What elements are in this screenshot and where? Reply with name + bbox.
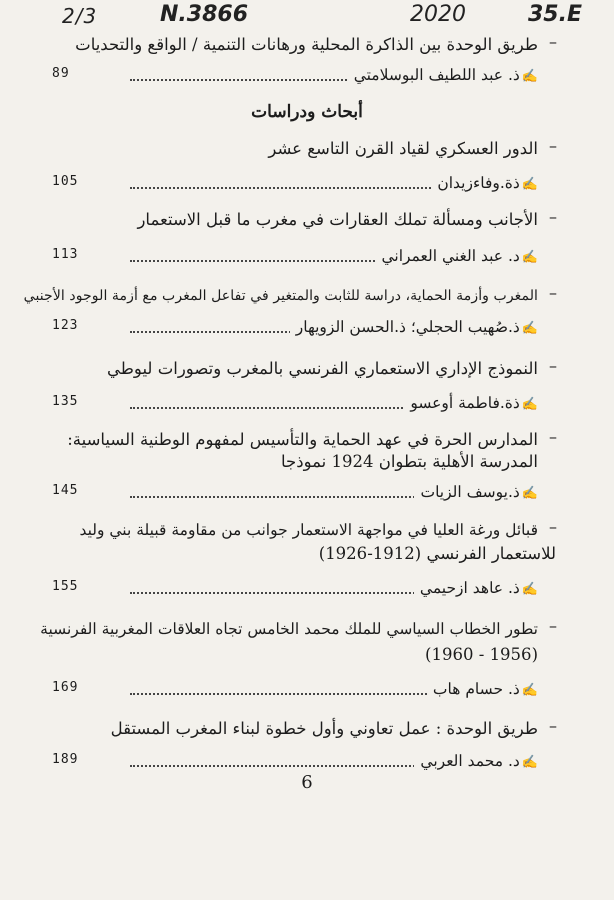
entry-title: الدور العسكري لقياد القرن التاسع عشر [268,139,538,158]
list-dash: – [549,716,557,735]
writing-hand-icon: ✍ [521,683,538,698]
author-row [52,64,538,88]
writing-hand-icon: ✍ [521,177,538,192]
entry-title: الأجانب ومسألة تملك العقارات في مغرب ما قبل الاستعمار [137,210,538,229]
section-heading: أبحاث ودراسات [251,102,363,122]
entry-title-continued: المدرسة الأهلية بتطوان 1924 نموذجا [281,452,538,471]
list-dash: – [549,616,557,635]
author-row [52,577,538,601]
entry-page-number: 123 [52,318,79,333]
entry-author: ✍ذ.صُهيب الحجلي؛ ذ.الحسن الزويهار [290,316,538,340]
entry-page-number: 135 [52,394,79,409]
writing-hand-icon: ✍ [521,250,538,265]
author-row [52,316,538,340]
entry-page-number: 169 [52,680,79,695]
entry-author: ✍ذ.يوسف الزيات [414,481,538,505]
entry-author: ✍ذ. عاهد ازحيمي [414,577,538,601]
entry-page-number: 89 [52,66,70,81]
list-dash: – [549,32,557,51]
page-number: 6 [301,772,313,793]
entry-author: ✍ذ. حسام هاب [427,678,538,702]
entry-title: المغرب وأزمة الحماية، دراسة للثابت والمتغير في تفاعل المغرب مع أزمة الوجود الأجنبي [23,288,538,304]
entry-title-continued: للاستعمار الفرنسي (1912-1926) [318,544,556,563]
entry-author: ✍ذة.فاطمة أوعسو [404,392,538,416]
entry-title: قبائل ورغة العليا في مواجهة الاستعمار جوانب من مقاومة قبيلة بني وليد [79,521,538,539]
list-dash: – [549,427,557,446]
handwritten-note-right: 35.E [528,2,583,27]
handwritten-note-left: 2/3 [62,4,98,28]
list-dash: – [549,283,557,302]
list-dash: – [549,136,557,155]
author-row [52,392,538,416]
list-dash: – [549,356,557,375]
writing-hand-icon: ✍ [521,69,538,84]
handwritten-call-number: N.3866 [160,2,248,27]
entry-title: طريق الوحدة : عمل تعاوني وأول خطوة لبناء المغرب المستقل [110,719,538,738]
list-dash: – [549,517,557,536]
entry-title: تطور الخطاب السياسي للملك محمد الخامس تجاه العلاقات المغربية الفرنسية [40,620,538,638]
entry-page-number: 113 [52,247,79,262]
entry-page-number: 155 [52,579,79,594]
entry-page-number: 145 [52,483,79,498]
author-row [52,678,538,702]
entry-author: ✍د. عبد الغني العمراني [375,245,538,269]
writing-hand-icon: ✍ [521,582,538,597]
author-row [52,245,538,269]
writing-hand-icon: ✍ [521,397,538,412]
entry-title: طريق الوحدة بين الذاكرة المحلية ورهانات التنمية / الواقع والتحديات [75,35,538,54]
entry-author: ✍د. محمد العربي [414,750,538,774]
entry-author: ✍ذة.وفاءزيدان [431,172,538,196]
entry-page-number: 105 [52,174,79,189]
entry-title: النموذج الإداري الاستعماري الفرنسي بالمغرب وتصورات ليوطي [107,359,538,378]
handwritten-year: 2020 [410,2,466,27]
writing-hand-icon: ✍ [521,321,538,336]
writing-hand-icon: ✍ [521,486,538,501]
list-dash: – [549,207,557,226]
author-row [52,750,538,774]
entry-author: ✍ذ. عبد اللطيف البوسلامتي [348,64,538,88]
author-row [52,172,538,196]
entry-title: المدارس الحرة في عهد الحماية والتأسيس لمفهوم الوطنية السياسية: [67,430,538,449]
writing-hand-icon: ✍ [521,755,538,770]
author-row [52,481,538,505]
entry-title-continued: (1956 - 1960) [425,645,538,664]
entry-page-number: 189 [52,752,79,767]
